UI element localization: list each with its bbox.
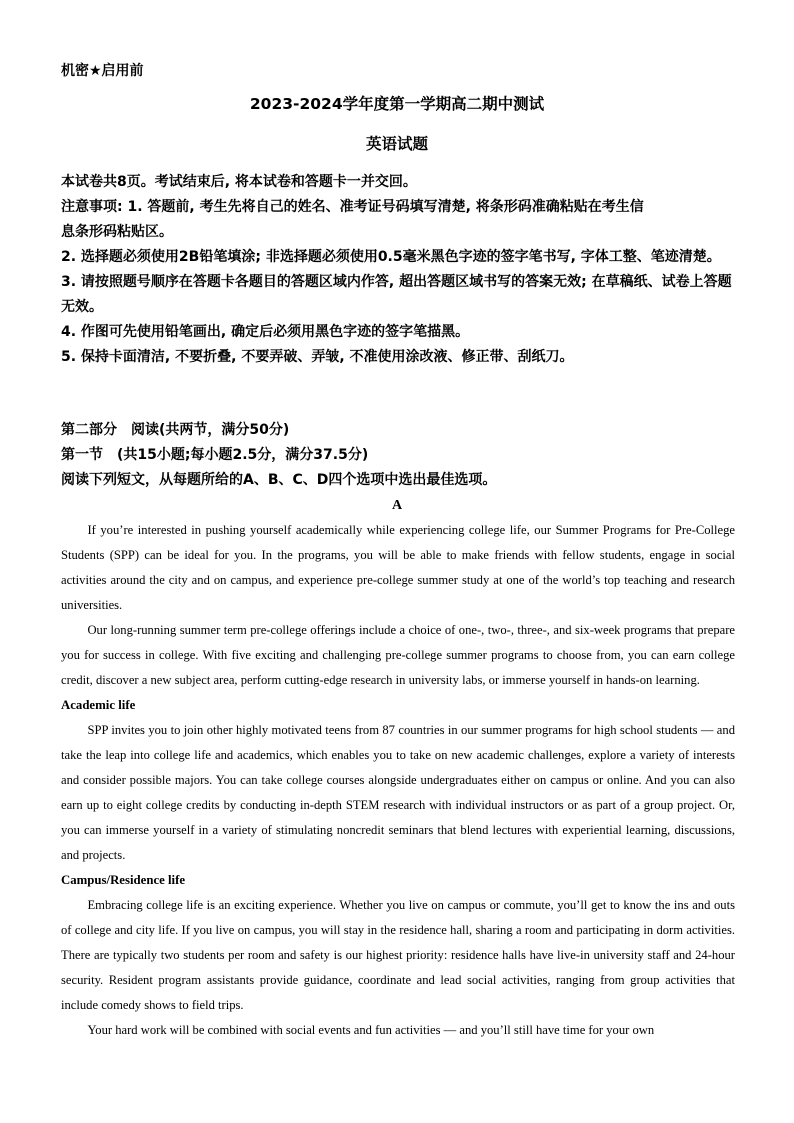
reading-directions: 阅读下列短文，从每题所给的A、B、C、D四个选项中选出最佳选项。 [61,472,497,488]
passage-paragraph-3: SPP invites you to join other highly motivated teens from 87 countries in our summer programs for high school students — and take the leap into college life and academics, which enables you to take on new academic challenges, explore a variety of interests and consider possible majors. You can take college courses alongside undergraduates either on campus or online. And you can also earn up to eight college credits by conducting in-depth STEM research with individual instructors or as part of a group project. Or, you can immerse yourself in a variety of stimulating noncredit seminars that blend lectures with experiential learning, discussions, and projects. [61,723,735,862]
exam-subtitle: 英语试题 [365,135,428,153]
part-title: 第二部分 阅读(共两节，满分50分) [61,422,290,438]
instructions-note-line1: 注意事项: 1. 答题前, 考生先将自己的姓名、准考证号码填写清楚, 将条形码准确粘贴在考生信 [61,199,644,215]
instructions-item-4: 4. 作图可先使用铅笔画出, 确定后必须用黑色字迹的签字笔描黑。 [61,324,470,340]
passage-heading-academic: Academic life [61,698,136,712]
passage-paragraph-4: Embracing college life is an exciting experience. Whether you live on campus or commute, you’ll get to know the ins and outs of college and city life. If you live on campus, you will stay in the residence hall, sharing a room and participating in dorm activities. There are typically two students per room and safety is our highest priority: residence halls have live-in university staff and 24-hour security. Resident program assistants provide guidance, coordinate and lead social activities, ranging from group activities that include comedy shows to field trips. [61,898,735,1012]
passage-label: A [391,498,403,513]
confidential-label: 机密★启用前 [61,63,144,79]
passage-a [61,518,735,1043]
instructions-intro: 本试卷共8页。考试结束后, 将本试卷和答题卡一并交回。 [61,174,417,190]
instructions-item-5: 5. 保持卡面清洁, 不要折叠, 不要弄破、弄皱, 不准使用涂改液、修正带、刮纸刀。 [61,349,574,365]
instructions-item-2: 2. 选择题必须使用2B铅笔填涂; 非选择题必须使用0.5毫米黑色字迹的签字笔书写, 字体工整、笔迹清楚。 [61,249,721,265]
passage-paragraph-5: Your hard work will be combined with social events and fun activities — and you’ll still have time for your own [87,1023,655,1037]
instructions-note-line2: 息条形码粘贴区。 [61,224,173,240]
passage-paragraph-2: Our long-running summer term pre-college offerings include a choice of one-, two-, three-, and six-week programs that prepare you for success in college. With five exciting and challenging pre-college summer programs to choose from, you can earn college credit, discover a new subject area, perform cutting-edge research in university labs, or immerse yourself in hands-on learning. [61,623,735,687]
section-title: 第一节 (共15小题;每小题2.5分，满分37.5分) [61,447,369,463]
instructions-item-3: 3. 请按照题号顺序在答题卡各题目的答题区域内作答, 超出答题区域书写的答案无效; 在草稿纸、试卷上答题无效。 [61,274,732,315]
part-header [61,418,741,493]
instructions-block [61,170,741,370]
exam-title: 2023-2024学年度第一学期高二期中测试 [249,95,545,113]
passage-heading-campus: Campus/Residence life [61,873,186,887]
passage-paragraph-1: If you’re interested in pushing yourself academically while experiencing college life, our Summer Programs for Pre-College Students (SPP) can be ideal for you. In the programs, you will be able to make friends with fellow students, engage in social activities around the city and on campus, and experience pre-college summer study at one of the world’s top teaching and research universities. [61,523,735,612]
